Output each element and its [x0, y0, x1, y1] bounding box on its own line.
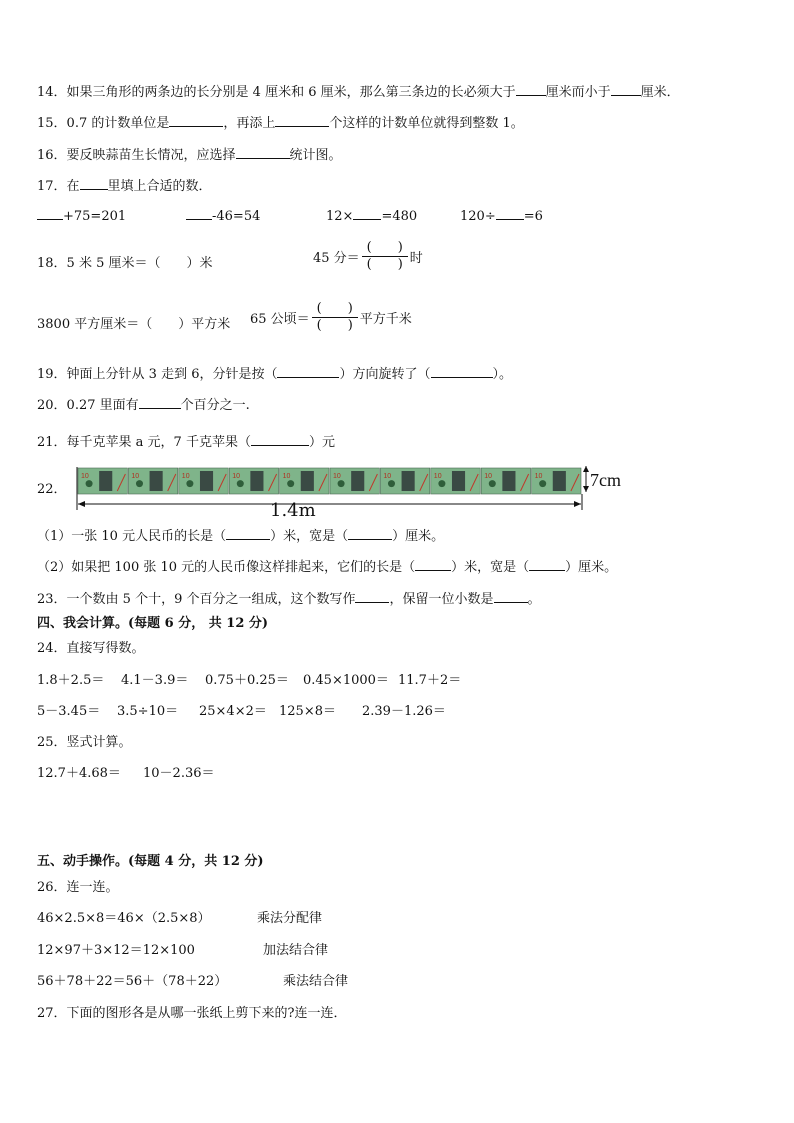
q22-sub1: （1）一张 10 元人民币的长是（ ）米，宽是（ ）厘米。: [37, 529, 445, 544]
answer-blank[interactable]: [496, 207, 524, 220]
q24-r2-c3: 25×4×2＝: [199, 704, 267, 719]
q24-r1-c4: 0.45×1000＝: [303, 673, 389, 688]
answer-blank[interactable]: [353, 207, 381, 220]
banknote: [128, 468, 177, 494]
answer-blank[interactable]: [236, 146, 290, 159]
q22-number: 22．: [37, 482, 67, 497]
answer-blank[interactable]: [355, 590, 389, 603]
q18-row1-b: 45 分＝ $\frac{( )}{( )}$ 时: [313, 240, 423, 272]
emblem: [136, 480, 143, 487]
q26-title: 26．连一连。: [37, 880, 119, 895]
banknote: [179, 468, 228, 494]
emblem: [338, 480, 345, 487]
q18-row2-a: 3800 平方厘米＝（ ）平方米: [37, 317, 231, 332]
emblem: [489, 480, 496, 487]
q24-title: 24．直接写得数。: [37, 641, 145, 656]
q26-right-1[interactable]: 乘法分配律: [257, 911, 323, 926]
fraction: $\frac{( )}{( )}$: [362, 240, 408, 273]
note-value-label: 10: [282, 473, 291, 480]
portrait: [250, 471, 263, 491]
width-arrow-top: [583, 466, 589, 472]
question-23: 23．一个数由 5 个十，9 个百分之一组成，这个数写作 ，保留一位小数是 。: [37, 592, 541, 607]
q18-row1-a: 18．5 米 5 厘米＝（ ）米: [37, 256, 213, 271]
note-value-label: 10: [534, 473, 543, 480]
q24-r2-c5: 2.39－1.26＝: [362, 704, 446, 719]
q27-title: 27．下面的图形各是从哪一张纸上剪下来的?连一连．: [37, 1006, 347, 1021]
banknote: [229, 468, 278, 494]
length-label: 1.4m: [270, 500, 316, 521]
q22-sub2: （2）如果把 100 张 10 元的人民币像这样排起来，它们的长是（ ）米，宽是（ ）厘米。: [37, 560, 618, 575]
q24-r1-c1: 1.8＋2.5＝: [37, 673, 105, 688]
q17-item-4: 120÷ =6: [460, 209, 543, 224]
banknote: [78, 468, 127, 494]
arrow-right-head: [574, 501, 581, 507]
question-21: 21．每千克苹果 a 元，7 千克苹果（ ）元: [37, 435, 335, 450]
answer-blank[interactable]: [348, 527, 392, 540]
portrait: [99, 471, 112, 491]
banknote: [380, 468, 429, 494]
portrait: [200, 471, 213, 491]
portrait: [402, 471, 415, 491]
answer-blank[interactable]: [139, 396, 181, 409]
answer-blank[interactable]: [516, 83, 546, 96]
emblem: [539, 480, 546, 487]
section-4-title: 四、我会计算。(每题 6 分， 共 12 分): [37, 616, 269, 631]
question-15: 15．0.7 的计数单位是 ，再添上 个这样的计数单位就得到整数 1。: [37, 116, 524, 131]
q25-title: 25．竖式计算。: [37, 735, 132, 750]
emblem: [287, 480, 294, 487]
banknote-row: [78, 468, 581, 494]
question-19: 19．钟面上分针从 3 走到 6，分针是按（ ）方向旋转了（ ）。: [37, 367, 513, 382]
q24-r1-c3: 0.75＋0.25＝: [205, 673, 289, 688]
answer-blank[interactable]: [186, 207, 212, 220]
q25-item-2: 10－2.36＝: [143, 766, 215, 781]
fraction: $\frac{( )}{( )}$: [312, 301, 358, 334]
answer-blank[interactable]: [226, 527, 270, 540]
banknote: [330, 468, 379, 494]
note-value-label: 10: [333, 473, 341, 480]
q24-r2-c4: 125×8＝: [279, 704, 336, 719]
question-16: 16．要反映蒜苗生长情况，应选择 统计图。: [37, 148, 342, 163]
portrait: [553, 471, 566, 491]
banknote: [481, 468, 530, 494]
emblem: [388, 480, 395, 487]
answer-blank[interactable]: [529, 558, 565, 571]
note-value-label: 10: [484, 473, 492, 480]
note-value-label: 10: [81, 473, 89, 480]
banknote-strip-figure: [72, 462, 662, 520]
note-value-label: 10: [433, 473, 442, 480]
emblem: [186, 480, 193, 487]
portrait: [351, 471, 364, 491]
q24-r2-c2: 3.5÷10＝: [117, 704, 179, 719]
width-label: 7cm: [590, 470, 621, 490]
banknote: [280, 468, 329, 494]
answer-blank[interactable]: [494, 590, 528, 603]
section-5-title: 五、动手操作。(每题 4 分，共 12 分): [37, 854, 264, 869]
answer-blank[interactable]: [275, 114, 329, 127]
banknote: [431, 468, 480, 494]
q17-item-1: +75=201: [37, 207, 126, 226]
portrait: [301, 471, 314, 491]
q18-row2-b: 65 公顷＝ $\frac{( )}{( )}$ 平方千米: [250, 301, 412, 333]
answer-blank[interactable]: [37, 207, 63, 220]
answer-blank[interactable]: [169, 114, 223, 127]
note-value-label: 10: [181, 473, 190, 480]
q17-item-2: -46=54: [186, 207, 260, 226]
question-14: 14．如果三角形的两条边的长分别是 4 厘米和 6 厘米，那么第三条边的长必须大于 厘米而小于 厘米．: [37, 85, 680, 100]
answer-blank[interactable]: [611, 83, 641, 96]
answer-blank[interactable]: [277, 365, 339, 378]
q17-item-3: 12× =480: [326, 209, 418, 224]
q26-right-3[interactable]: 乘法结合律: [283, 974, 349, 989]
question-17: 17．在 里填上合适的数．: [37, 179, 212, 194]
emblem: [438, 480, 445, 487]
q24-r2-c1: 5－3.45＝: [37, 704, 101, 719]
note-value-label: 10: [383, 473, 392, 480]
portrait: [452, 471, 465, 491]
q26-right-2[interactable]: 加法结合律: [263, 943, 329, 958]
note-value-label: 10: [131, 473, 140, 480]
width-arrow-bottom: [583, 486, 589, 492]
q26-left-2[interactable]: 12×97＋3×12＝12×100: [37, 943, 195, 958]
arrow-left-head: [78, 501, 85, 507]
emblem: [86, 480, 93, 487]
answer-blank[interactable]: [80, 177, 108, 190]
answer-blank[interactable]: [431, 365, 493, 378]
banknote: [532, 468, 581, 494]
q24-r1-c5: 11.7＋2＝: [398, 673, 462, 688]
portrait: [150, 471, 163, 491]
portrait: [502, 471, 515, 491]
q24-r1-c2: 4.1－3.9＝: [121, 673, 189, 688]
note-value-label: 10: [232, 473, 240, 480]
answer-blank[interactable]: [251, 433, 309, 446]
question-20: 20．0.27 里面有 个百分之一.: [37, 398, 250, 413]
emblem: [237, 480, 244, 487]
q25-item-1: 12.7＋4.68＝: [37, 766, 121, 781]
q26-left-3[interactable]: 56＋78＋22＝56＋（78＋22）: [37, 974, 228, 989]
q26-left-1[interactable]: 46×2.5×8＝46×（2.5×8）: [37, 911, 211, 926]
answer-blank[interactable]: [415, 558, 451, 571]
